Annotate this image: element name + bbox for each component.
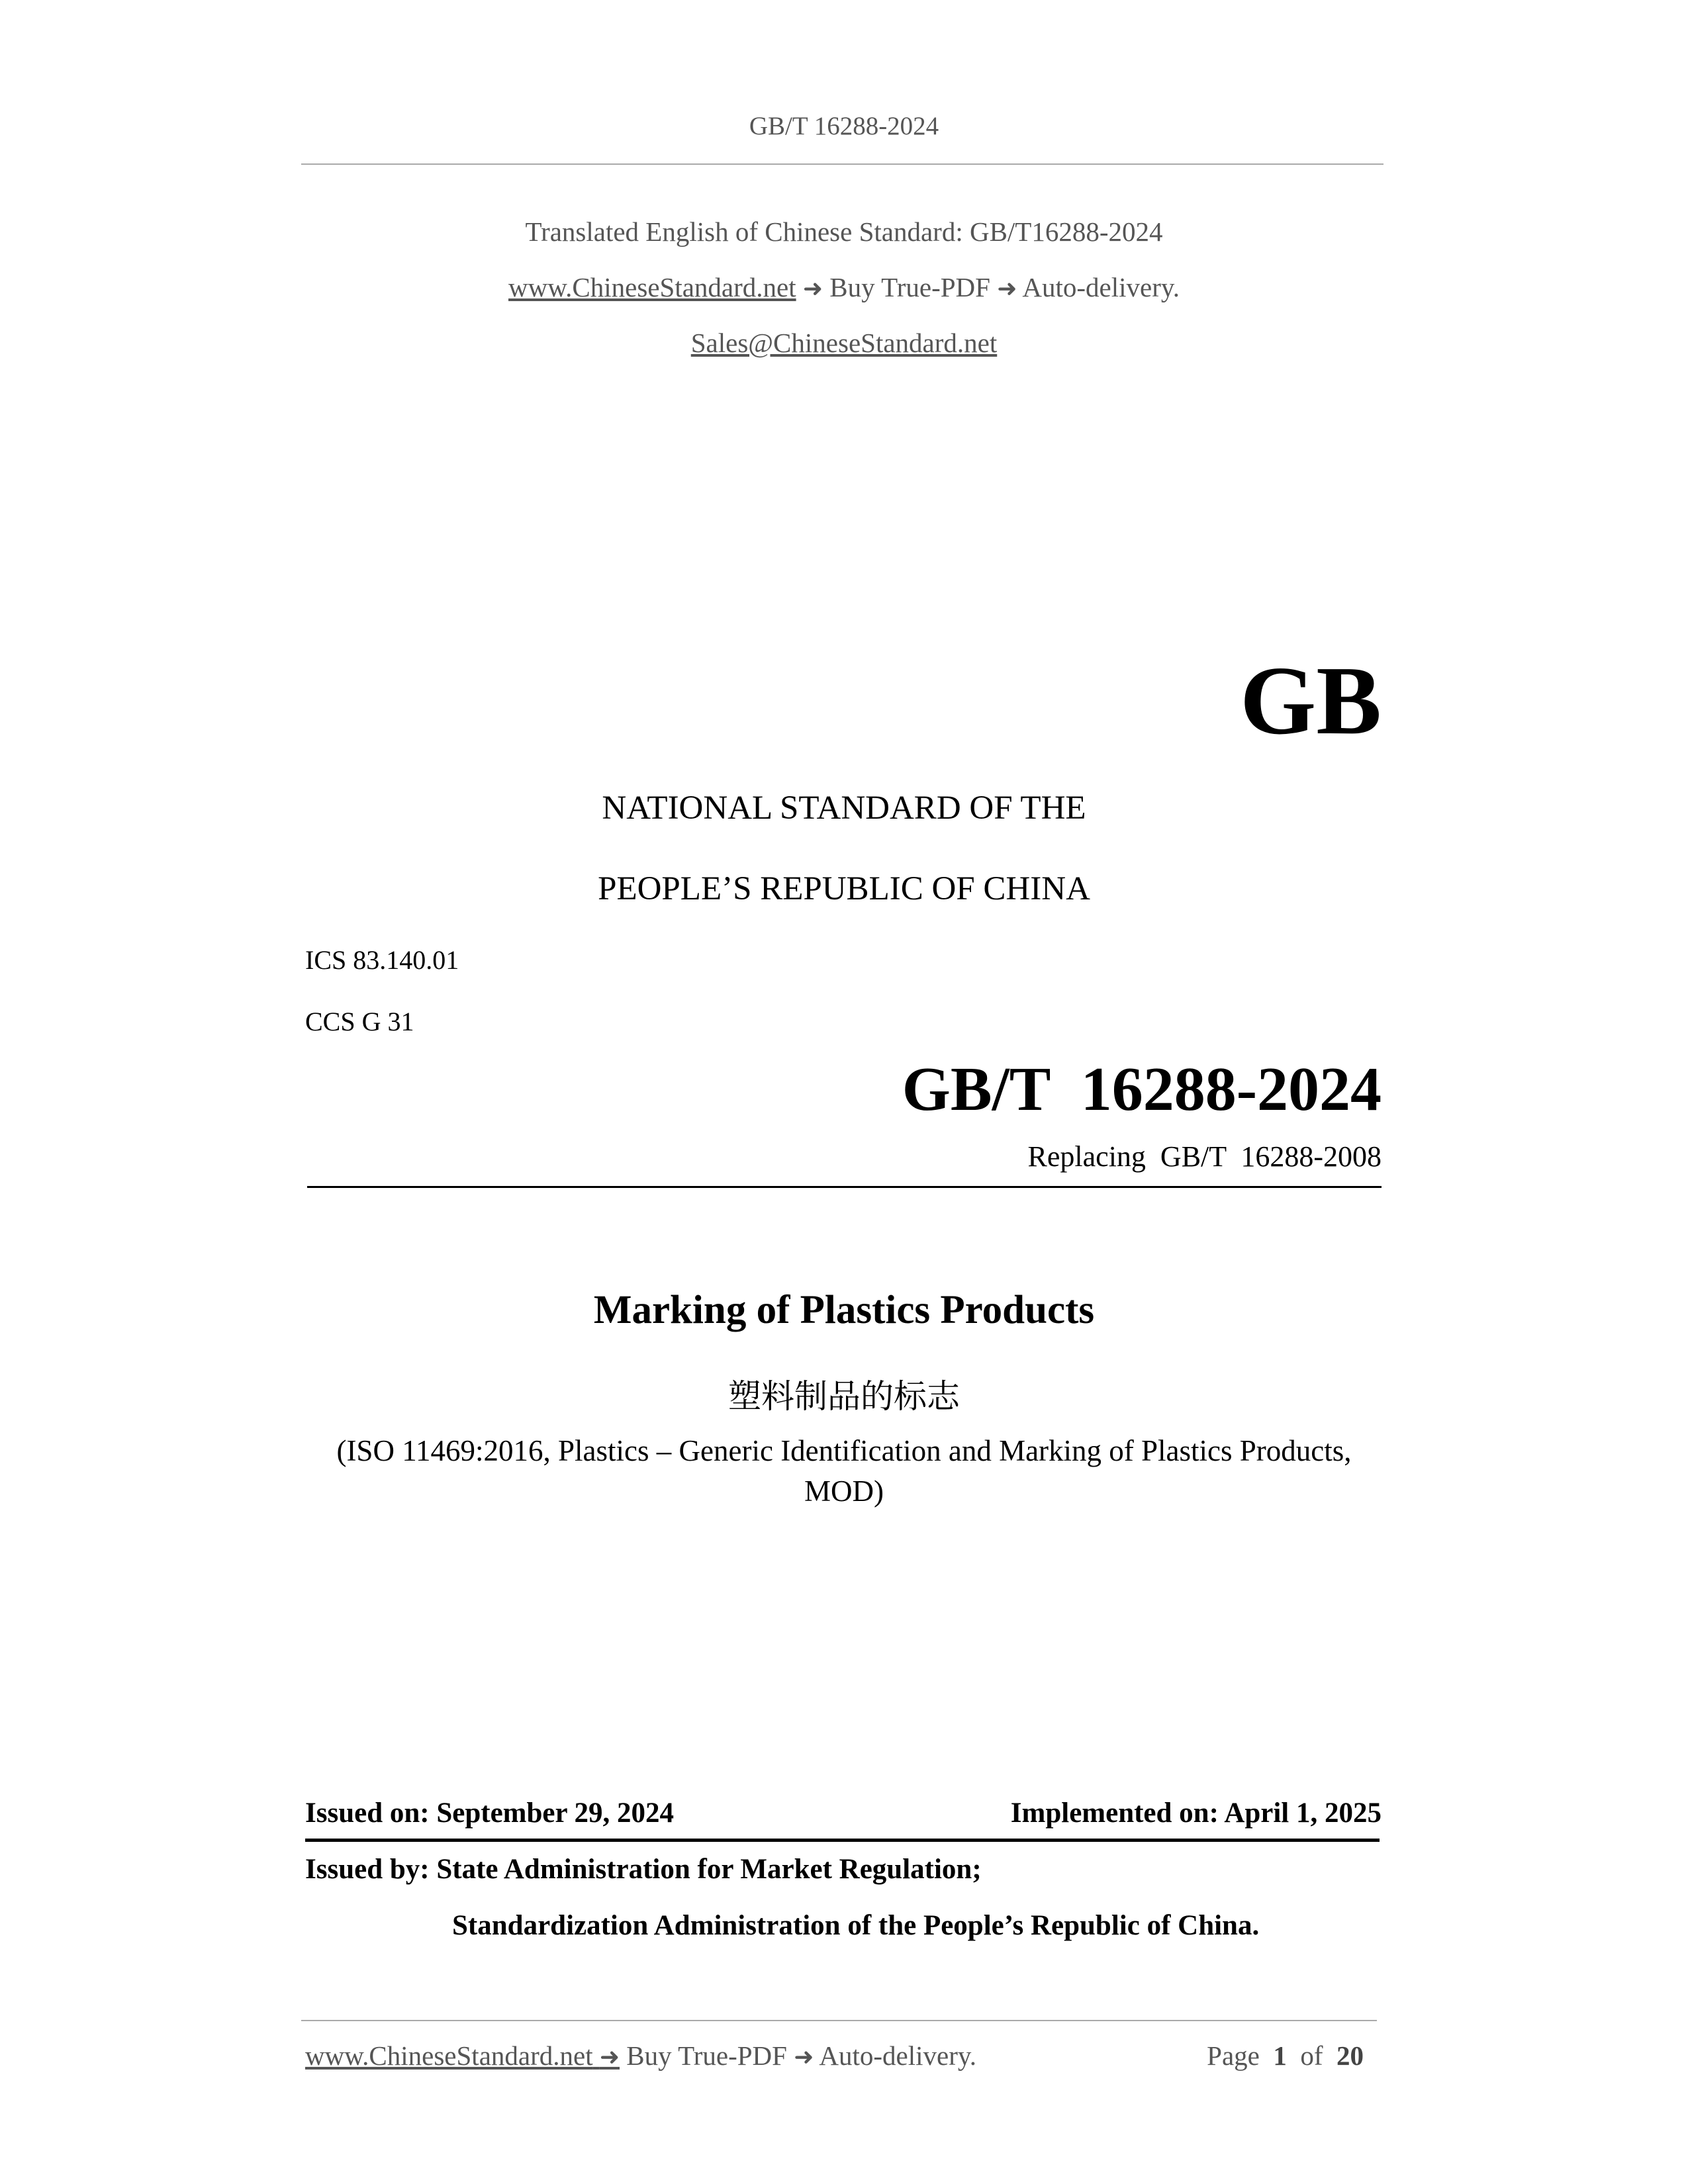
footer-delivery-text: Auto-delivery. [819,2040,976,2071]
translated-notice: Translated English of Chinese Standard: GB/T16288-2024 [525,216,1163,247]
sales-email-link[interactable]: Sales@ChineseStandard.net [690,328,998,358]
gb-mark: GB [1240,647,1382,755]
sales-line [0,327,1688,359]
implemented-on-date: Implemented on: April 1, 2025 [1010,1797,1382,1829]
national-standard-line-1: NATIONAL STANDARD OF THE [602,790,1086,827]
issued-by-second-authority: Standardization Administration of the People’s Republic of China. [452,1910,1260,1941]
national-standard-line-2: PEOPLE’S REPUBLIC OF CHINA [598,870,1090,907]
issued-on-date: Issued on: September 29, 2024 [305,1797,675,1829]
page-indicator [1207,2040,1364,2071]
ccs-code: CCS G 31 [305,1007,414,1036]
page-of: of [1300,2040,1323,2071]
iso-reference-line-1: (ISO 11469:2016, Plastics – Generic Identification and Marking of Plastics Products, [336,1434,1352,1467]
buy-true-pdf-text: Buy True-PDF [829,272,990,302]
right-arrow-icon: ➜ [997,275,1017,302]
right-arrow-icon: ➜ [794,2044,814,2071]
footer-site-link[interactable]: www.ChineseStandard.net ➜ [305,2040,620,2071]
issued-by: Issued by: State Administration for Market Regulation; [305,1854,982,1885]
page-label: Page [1207,2040,1260,2071]
footer-buy-text: Buy True-PDF [626,2040,787,2071]
site-link[interactable]: www.ChineseStandard.net [508,272,796,302]
page-current: 1 [1273,2040,1287,2071]
right-arrow-icon: ➜ [599,2044,620,2071]
page-total: 20 [1336,2040,1364,2071]
title-english: Marking of Plastics Products [593,1288,1095,1332]
header-divider [301,163,1383,165]
issue-divider [305,1839,1380,1842]
standard-number: GB/T 16288-2024 [902,1055,1382,1124]
ics-code: ICS 83.140.01 [305,945,459,975]
title-chinese: 塑料制品的标志 [728,1377,960,1416]
running-head: GB/T 16288-2024 [749,112,939,140]
buy-line [0,271,1688,303]
standard-number-divider [307,1186,1382,1188]
replacing-standard: Replacing GB/T 16288-2008 [1027,1140,1382,1173]
footer-buy-line [305,2040,976,2071]
auto-delivery-text: Auto-delivery. [1022,272,1180,302]
footer-divider [301,2020,1377,2021]
iso-reference-line-2: MOD) [804,1475,884,1508]
right-arrow-icon: ➜ [802,275,823,302]
